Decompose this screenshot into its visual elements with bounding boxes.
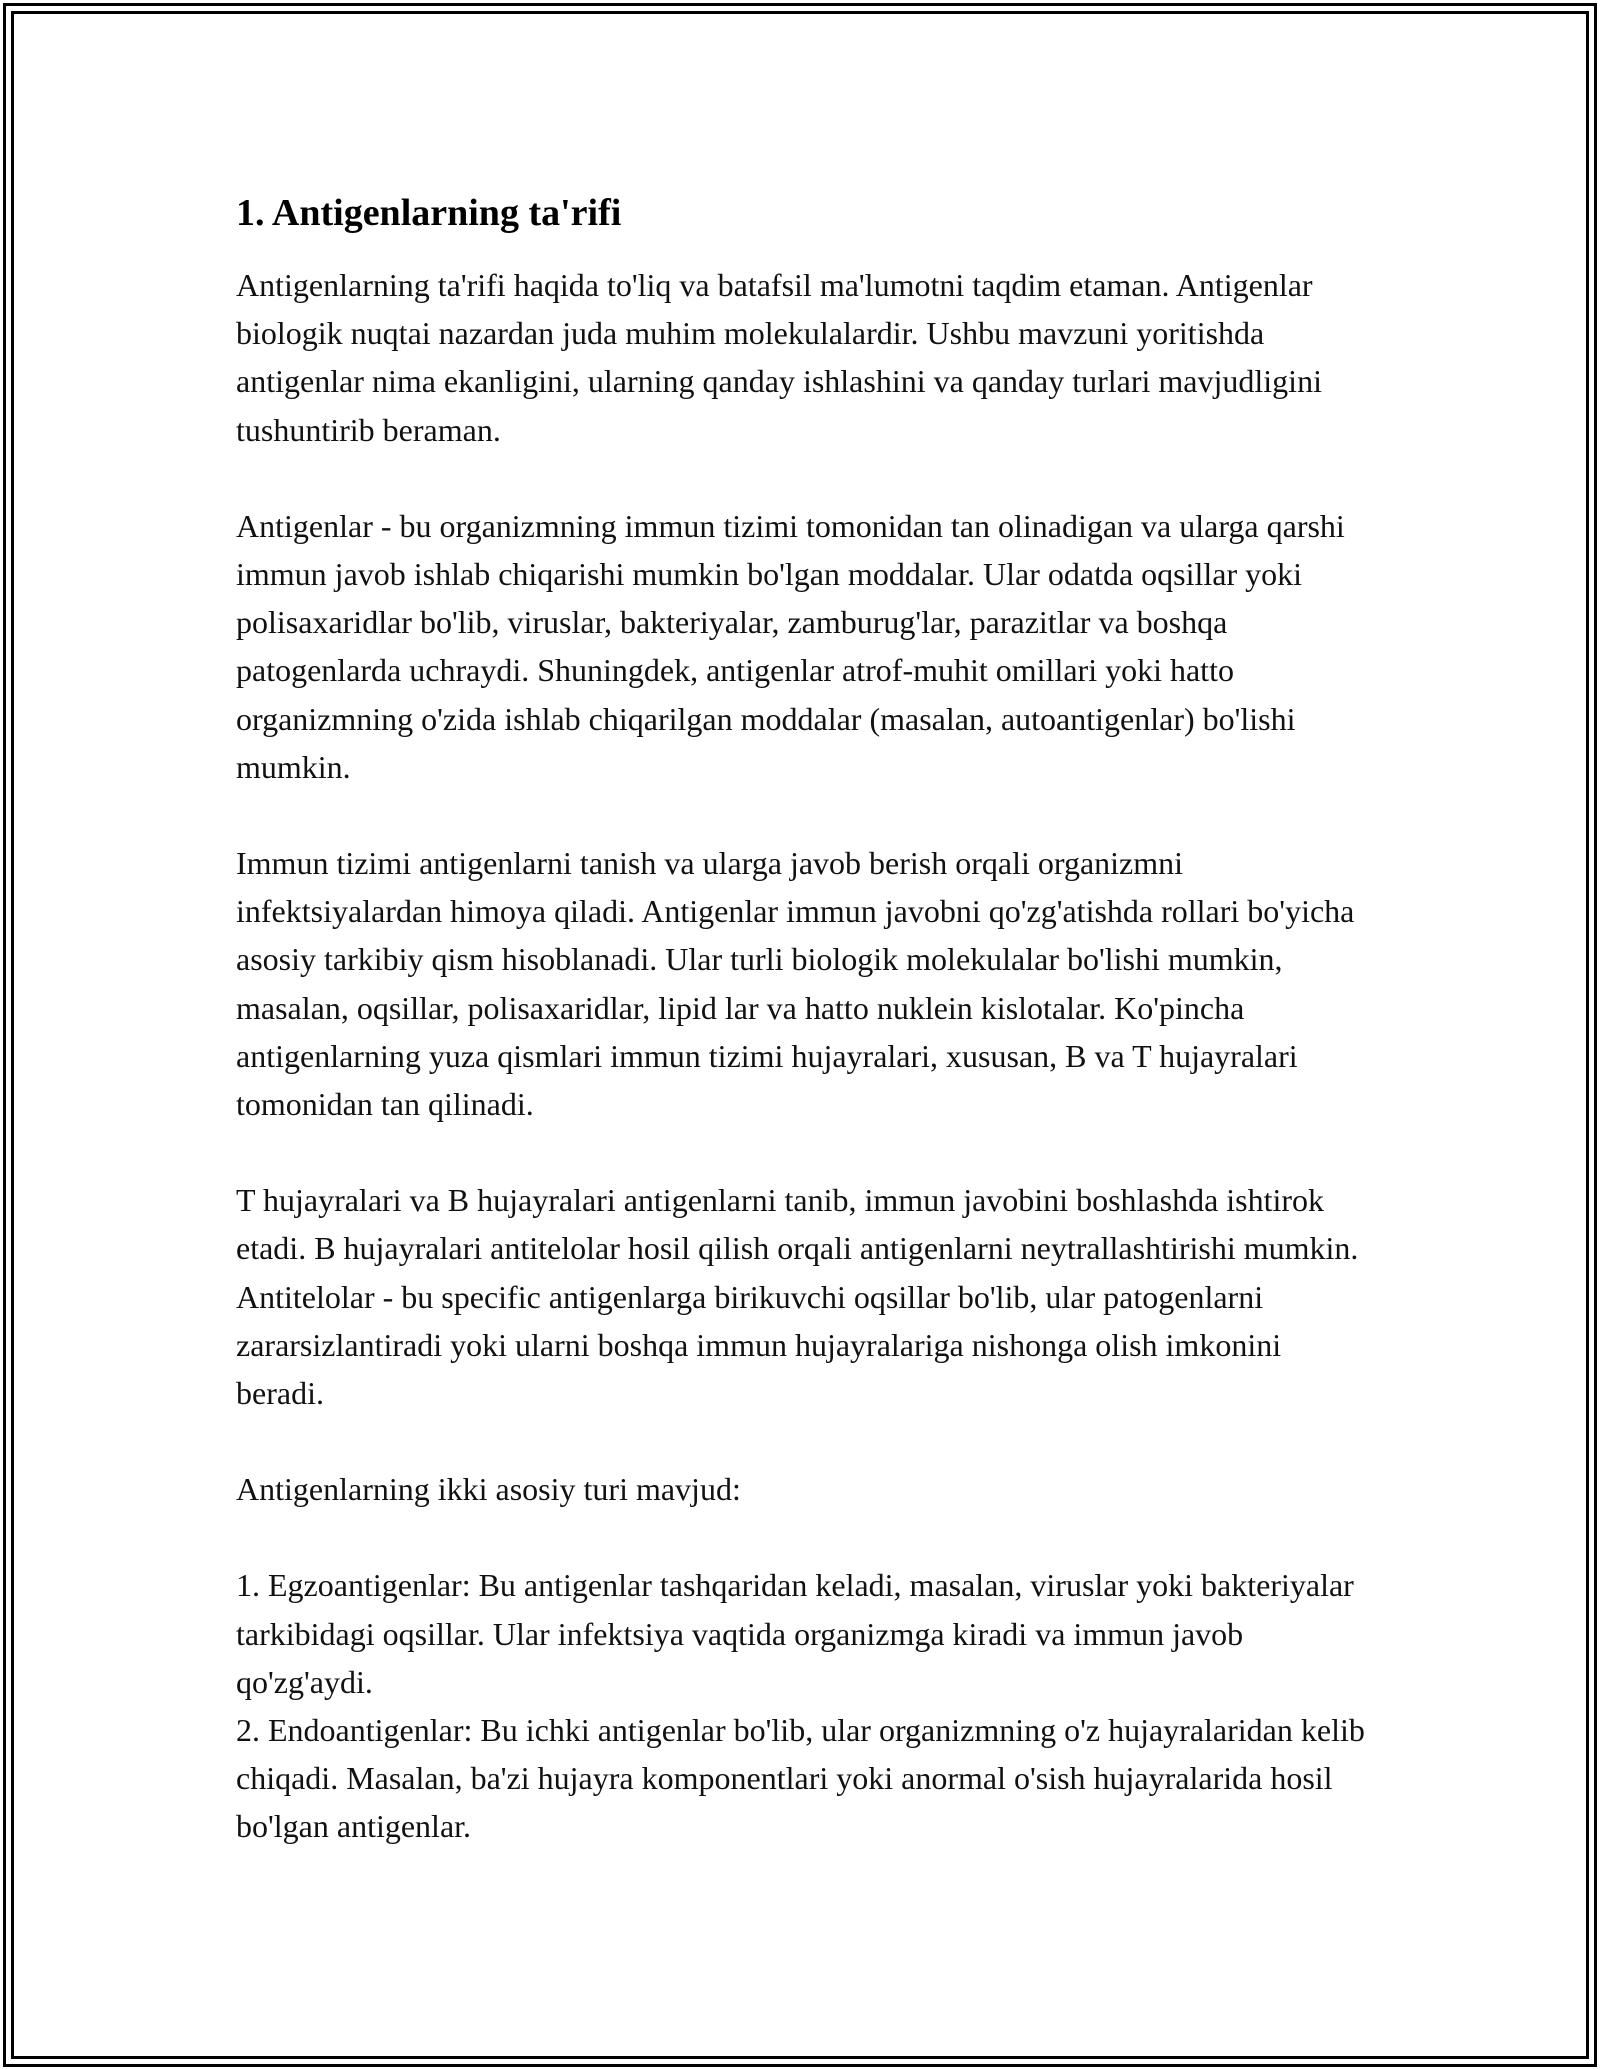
paragraph-intro: Antigenlarning ta'rifi haqida to'liq va batafsil ma'lumotni taqdim etaman. Antigenlar biologik nuqtai nazardan juda muhim molekulalardir. Ushbu mavzuni yoritishda antigenlar nima ekanligini, ularning qanday ishlashini va qanday turlari mavjudligini tushuntirib beraman. — [236, 267, 1322, 448]
document-body — [236, 183, 1376, 1851]
paragraph-t-b-cells: T hujayralari va B hujayralari antigenlarni tanib, immun javobini boshlashda ishtirok etadi. B hujayralari antitelolar hosil qilish orqali antigenlarni neytrallashtirishi mumkin. Antitelolar - bu specific antigenlarga birikuvchi oqsillar bo'lib, ular patogenlarni zararsizlantiradi yoki ularni boshqa immun hujayralariga nishonga olish imkonini beradi. — [236, 1182, 1359, 1412]
antigen-types-list — [236, 1561, 1376, 1850]
paragraph-definition: Antigenlar - bu organizmning immun tizimi tomonidan tan olinadigan va ularga qarshi immun javob ishlab chiqarishi mumkin bo'lgan moddalar. Ular odatda oqsillar yoki polisaxaridlar bo'lib, viruslar, bakteriyalar, zamburug'lar, parazitlar va boshqa patogenlarda uchraydi. Shuningdek, antigenlar atrof-muhit omillari yoki hatto organizmning o'zida ishlab chiqarilgan moddalar (masalan, autoantigenlar) bo'lishi mumkin. — [236, 507, 1345, 785]
paragraph-immune-system: Immun tizimi antigenlarni tanish va ularga javob berish orqali organizmni infektsiyalardan himoya qiladi. Antigenlar immun javobni qo'zg'atishda rollari bo'yicha asosiy tarkibiy qism hisoblanadi. Ular turli biologik molekulalar bo'lishi mumkin, masalan, oqsillar, polisaxaridlar, lipid lar va hatto nuklein kislotalar. Ko'pincha antigenlarning yuza qismlari immun tizimi hujayralari, xususan, B va T hujayralari tomonidan tan qilinadi. — [236, 845, 1355, 1123]
list-item-egzoantigenlar: 1. Egzoantigenlar: Bu antigenlar tashqaridan keladi, masalan, viruslar yoki bakteriyalar tarkibidagi oqsillar. Ular infektsiya vaqtida organizmga kiradi va immun javob qo'zg'aydi. — [236, 1567, 1354, 1700]
section-heading: 1. Antigenlarning ta'rifi — [236, 192, 622, 234]
list-item-endoantigenlar: 2. Endoantigenlar: Bu ichki antigenlar bo'lib, ular organizmning o'z hujayralaridan kelib chiqadi. Masalan, ba'zi hujayra komponentlari yoki anormal o'sish hujayralarida hosil bo'lgan antigenlar. — [236, 1712, 1365, 1845]
paragraph-types-intro: Antigenlarning ikki asosiy turi mavjud: — [236, 1471, 741, 1508]
